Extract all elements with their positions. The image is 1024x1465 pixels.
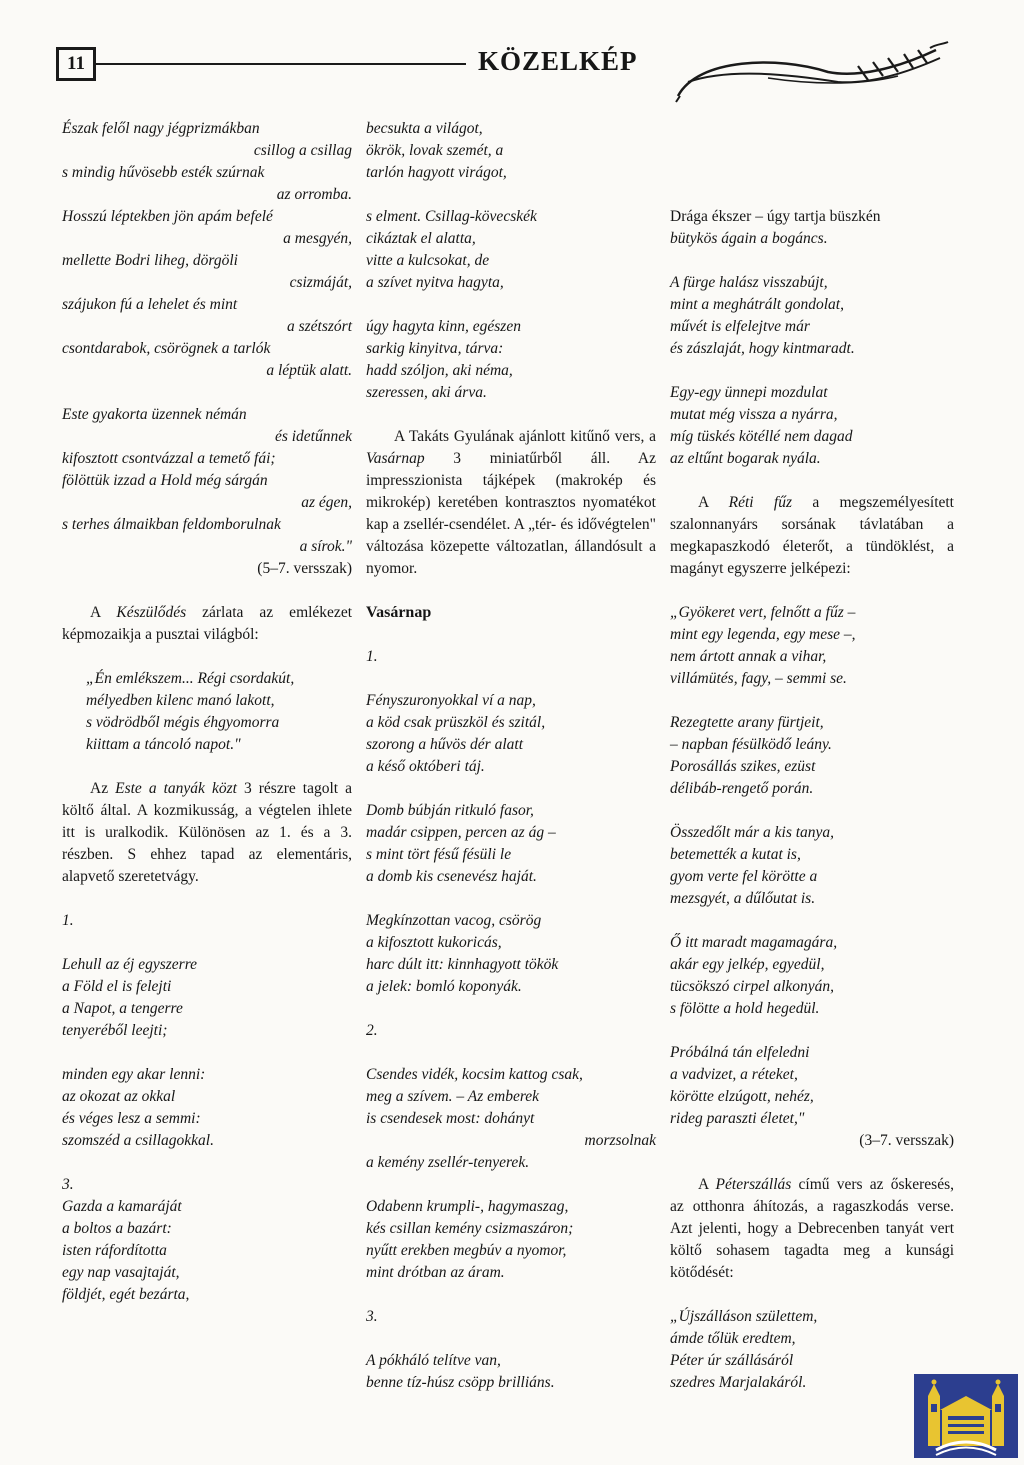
poem-title: Vasárnap: [366, 604, 432, 621]
poem-line: mint drótban az áram.: [366, 1264, 505, 1281]
poem-line: vitte a kulcsokat, de: [366, 252, 490, 269]
poem-line: mutat még vissza a nyárra,: [670, 406, 838, 423]
poem-section-2: [366, 1064, 656, 1284]
poem-line: kiittam a táncoló napot.": [86, 736, 241, 753]
poem-line: kés csillan kemény csizmaszáron;: [366, 1220, 574, 1237]
poem-line: úgy hagyta kinn, egészen: [366, 318, 521, 335]
poem-line: mellette Bodri liheg, dörgöli: [62, 252, 238, 269]
column-right: [670, 118, 954, 1394]
stanza-break: [62, 1042, 352, 1064]
poem-line: a kemény zsellér-tenyerek.: [366, 1154, 530, 1171]
poem-line: a sírok.": [299, 538, 352, 555]
stanza-break: [366, 888, 656, 910]
text-run: A Takáts Gyulának ajánlott kitűnő vers, a: [394, 428, 656, 445]
work-title: Vasárnap: [366, 450, 425, 467]
text-run: című vers az őskeresés, az otthonra áhítozás, a ragaszkodás verse. Azt jelenti, hogy a Debrecenben tanyát vert költő sohasem tagadta meg a kunsági kötődését:: [670, 1176, 954, 1281]
poem-line: Hosszú léptekben jön apám befelé: [62, 208, 273, 225]
poem-line: s terhes álmaikban feldomborulnak: [62, 516, 281, 533]
poem-line: A fürge halász visszabújt,: [670, 274, 828, 291]
stanza-break: [366, 184, 656, 206]
poem-line: Domb búbján ritkuló fasor,: [366, 802, 534, 819]
poem-line: földjét, egét bezárta,: [62, 1286, 190, 1303]
column-middle: [366, 118, 656, 1394]
poem-line: a jelek: bomló koponyák.: [366, 978, 522, 995]
poem-line: Fényszuronyokkal ví a nap,: [366, 692, 536, 709]
paragraph: [366, 426, 656, 580]
stanza-break: [670, 250, 954, 272]
spacer: [366, 1042, 656, 1064]
poem-line: betemették a kutat is,: [670, 846, 801, 863]
poem-line: a szétszórt: [286, 318, 352, 335]
poem-excerpt-peterszallas: [670, 1306, 954, 1394]
poem-line: a kifosztott kukoricás,: [366, 934, 502, 951]
citation: (3–7. versszak): [859, 1132, 954, 1149]
poem-line: – napban fésülködő leány.: [670, 736, 832, 753]
paragraph: [62, 602, 352, 646]
spacer: [366, 580, 656, 602]
spacer: [62, 756, 352, 778]
stanza-break: [670, 800, 954, 822]
poem-line: egy nap vasajtaját,: [62, 1264, 180, 1281]
poem-line: Észak felől nagy jégprizmákban: [62, 120, 260, 137]
page-number: 11: [56, 47, 96, 81]
poem-line: becsukta a világot,: [366, 120, 483, 137]
poem-line: a mesgyén,: [283, 230, 352, 247]
poem-line: sarkig kinyitva, tárva:: [366, 340, 504, 357]
poem-line: szájukon fú a lehelet és mint: [62, 296, 238, 313]
poem-line: isten ráfordította: [62, 1242, 167, 1259]
text-run: A: [698, 494, 729, 511]
poem-line: csontdarabok, csörögnek a tarlók: [62, 340, 271, 357]
poem-line: a köd csak prüszköl és szitál,: [366, 714, 546, 731]
spacer: [670, 1152, 954, 1174]
poem-line: Csendes vidék, kocsim kattog csak,: [366, 1066, 583, 1083]
stanza-break: [670, 1020, 954, 1042]
poem-continuation: [366, 118, 656, 404]
work-title: Este a tanyák közt: [115, 780, 237, 797]
poem-line: s vödrödből mégis éhgyomorra: [86, 714, 280, 731]
paragraph: [62, 778, 352, 888]
poem-line: mint egy legenda, egy mese –,: [670, 626, 856, 643]
poem-section-1: [366, 690, 656, 998]
poem-line: „Én emlékszem... Régi csordakút,: [86, 670, 295, 687]
poem-line: villámütés, fagy, – semmi se.: [670, 670, 847, 687]
spacer: [366, 624, 656, 646]
work-title: Réti fűz: [728, 494, 793, 511]
poem-line: művét is elfelejtve már: [670, 318, 810, 335]
poem-line: Odabenn krumpli-, hagymaszag,: [366, 1198, 569, 1215]
stanza-break: [366, 294, 656, 316]
poem-line: Ő itt maradt magamagára,: [670, 934, 838, 951]
section-number: 1.: [62, 912, 74, 929]
poem-line: ökrök, lovak szemét, a: [366, 142, 504, 159]
stanza-break: [670, 360, 954, 382]
spacer: [62, 932, 352, 954]
quote-block: [62, 668, 352, 756]
poem-section-1: [62, 954, 352, 1152]
poem-excerpt-este: [62, 118, 352, 558]
spacer: [366, 1284, 656, 1306]
poem-line: tücsökszó cirpel alkonyán,: [670, 978, 835, 995]
poem-line: bütykös ágain a bogáncs.: [670, 230, 828, 247]
poem-line: szeressen, aki árva.: [366, 384, 487, 401]
poem-line: a Föld el is felejti: [62, 978, 172, 995]
running-title: KÖZELKÉP: [478, 46, 638, 76]
poem-line: Próbálná tán elfeledni: [670, 1044, 810, 1061]
poem-line: és zászlaját, hogy kintmaradt.: [670, 340, 855, 357]
spacer: [62, 888, 352, 910]
poem-line: Rezegtette arany fürtjeit,: [670, 714, 824, 731]
section-number: 1.: [366, 648, 378, 665]
poem-line: Este gyakorta üzennek némán: [62, 406, 247, 423]
poem-line: az égen,: [301, 494, 352, 511]
poem-line: s mindig hűvösebb esték szúrnak: [62, 164, 265, 181]
spacer: [366, 998, 656, 1020]
poem-line: a vadvizet, a réteket,: [670, 1066, 798, 1083]
poem-line: ámde tőlük eredtem,: [670, 1330, 796, 1347]
spacer: [670, 1284, 954, 1306]
poem-line: a domb kis csenevész haját.: [366, 868, 537, 885]
text-run: A: [698, 1176, 716, 1193]
poem-line: az eltűnt bogarak nyála.: [670, 450, 821, 467]
poem-line: a szívet nyitva hagyta,: [366, 274, 504, 291]
work-title: Péterszállás: [715, 1176, 792, 1193]
text-run: zárlata az emlékezet képmozaikja a pusztai világból:: [62, 604, 353, 643]
header-rule: [96, 63, 466, 65]
poem-line: „Újszálláson születtem,: [670, 1308, 818, 1325]
poem-line: az orromba.: [276, 186, 352, 203]
poem-line: a Napot, a tengerre: [62, 1000, 183, 1017]
poem-line: Lehull az éj egyszerre: [62, 956, 198, 973]
poem-line: akár egy jelkép, egyedül,: [670, 956, 825, 973]
poem-line: a léptük alatt.: [266, 362, 352, 379]
poem-line: szorong a hűvös dér alatt: [366, 736, 524, 753]
poem-continuation: [670, 206, 954, 470]
poem-line: a boltos a bazárt:: [62, 1220, 172, 1237]
section-number: 2.: [366, 1022, 378, 1039]
poem-line: cikáztak el alatta,: [366, 230, 476, 247]
paragraph: [670, 492, 954, 580]
poem-line: Gazda a kamaráját: [62, 1198, 182, 1215]
poem-line: fölöttük izzad a Hold még sárgán: [62, 472, 268, 489]
page-header: [0, 0, 1024, 110]
poem-line: csizmáját,: [289, 274, 352, 291]
poem-line: Megkínzottan vacog, csörög: [366, 912, 542, 929]
spacer: [62, 646, 352, 668]
poem-line: Péter úr szállásáról: [670, 1352, 794, 1369]
poem-line: az okozat az okkal: [62, 1088, 176, 1105]
column-left: [62, 118, 352, 1306]
poem-line: délibáb-rengető porán.: [670, 780, 814, 797]
text-run: a megszemélyesített szalonnanyárs sorsának távlatában a megkapaszkodó életerőt, a tündöklést, a magányt egyszerre jelképezi:: [670, 494, 954, 577]
text-run: 3 részre tagolt a költő által. A kozmikusság, a végtelen ihlete itt is uralkodik. Különösen az 1. és a 3. részben. S ehhez tapad az elementáris, alapvető szeretetvágy.: [62, 780, 352, 885]
poem-line: Drága ékszer – úgy tartja büszkén: [670, 208, 881, 225]
poem-line: „Gyökeret vert, felnőtt a fűz –: [670, 604, 856, 621]
stanza-break: [366, 1174, 656, 1196]
citation: (5–7. versszak): [257, 560, 352, 577]
spacer: [670, 580, 954, 602]
poem-line: kifosztott csontvázzal a temető fái;: [62, 450, 276, 467]
quill-pen-icon: [668, 38, 953, 104]
spacer: [366, 404, 656, 426]
spacer: [62, 580, 352, 602]
section-number: 3.: [62, 1176, 74, 1193]
spacer: [62, 1152, 352, 1174]
poem-section-3: [366, 1350, 656, 1394]
poem-line: csillog a csillag: [253, 142, 352, 159]
paragraph: [670, 1174, 954, 1284]
poem-line: s mint tört fésű fésüli le: [366, 846, 512, 863]
poem-line: szomszéd a csillagokkal.: [62, 1132, 214, 1149]
library-logo-icon: [914, 1374, 1018, 1458]
poem-line: szedres Marjalakáról.: [670, 1374, 807, 1391]
poem-line: benne tíz-húsz csöpp brilliáns.: [366, 1374, 555, 1391]
poem-excerpt-reti-fuz: [670, 602, 954, 1130]
spacer: [366, 1328, 656, 1350]
poem-line: rideg paraszti életet,": [670, 1110, 805, 1127]
poem-line: hadd szóljon, aki néma,: [366, 362, 513, 379]
poem-line: meg a szívem. – Az emberek: [366, 1088, 540, 1105]
poem-line: morzsolnak: [584, 1132, 656, 1149]
poem-line: míg tüskés kötéllé nem dagad: [670, 428, 853, 445]
spacer: [670, 118, 954, 206]
poem-line: s elment. Csillag-kövecskék: [366, 208, 537, 225]
poem-line: Porosállás szikes, ezüst: [670, 758, 816, 775]
poem-line: Egy-egy ünnepi mozdulat: [670, 384, 828, 401]
poem-line: és véges lesz a semmi:: [62, 1110, 201, 1127]
poem-line: gyom verte fel körötte a: [670, 868, 818, 885]
poem-line: nyűtt erekben megbúv a nyomor,: [366, 1242, 567, 1259]
poem-line: körötte elzúgott, nehéz,: [670, 1088, 814, 1105]
text-run: Az: [90, 780, 116, 797]
poem-line: és idetűnnek: [274, 428, 352, 445]
text-run: A: [90, 604, 117, 621]
work-title: Készülődés: [116, 604, 187, 621]
poem-line: A pókháló telítve van,: [366, 1352, 501, 1369]
poem-line: mélyedben kilenc manó lakott,: [86, 692, 275, 709]
section-number: 3.: [366, 1308, 378, 1325]
poem-section-3: [62, 1196, 352, 1306]
poem-line: a késő októberi táj.: [366, 758, 485, 775]
poem-line: madár csippen, percen az ág –: [366, 824, 556, 841]
text-run: 3 miniatűrből áll. Az impresszionista tájképek (makrokép és mikrokép) keretében kontrasztos nyomatékot kap a zsellér-csendélet. A „tér- és idővégtelen" változása közepette változatlan, állandósult a nyomor.: [366, 450, 656, 577]
poem-line: tenyeréből leejti;: [62, 1022, 168, 1039]
poem-line: harc dúlt itt: kinnhagyott tökök: [366, 956, 559, 973]
spacer: [366, 668, 656, 690]
stanza-break: [670, 690, 954, 712]
poem-line: s fölötte a hold hegedül.: [670, 1000, 820, 1017]
poem-line: mint a meghátrált gondolat,: [670, 296, 844, 313]
spacer: [670, 470, 954, 492]
poem-line: is csendesek most: dohányt: [366, 1110, 535, 1127]
stanza-break: [62, 382, 352, 404]
stanza-break: [670, 910, 954, 932]
stanza-break: [366, 778, 656, 800]
poem-line: tarlón hagyott virágot,: [366, 164, 507, 181]
poem-line: minden egy akar lenni:: [62, 1066, 206, 1083]
poem-line: Összedőlt már a kis tanya,: [670, 824, 835, 841]
poem-line: mezsgyét, a dűlőutat is.: [670, 890, 816, 907]
poem-line: nem ártott annak a vihar,: [670, 648, 827, 665]
